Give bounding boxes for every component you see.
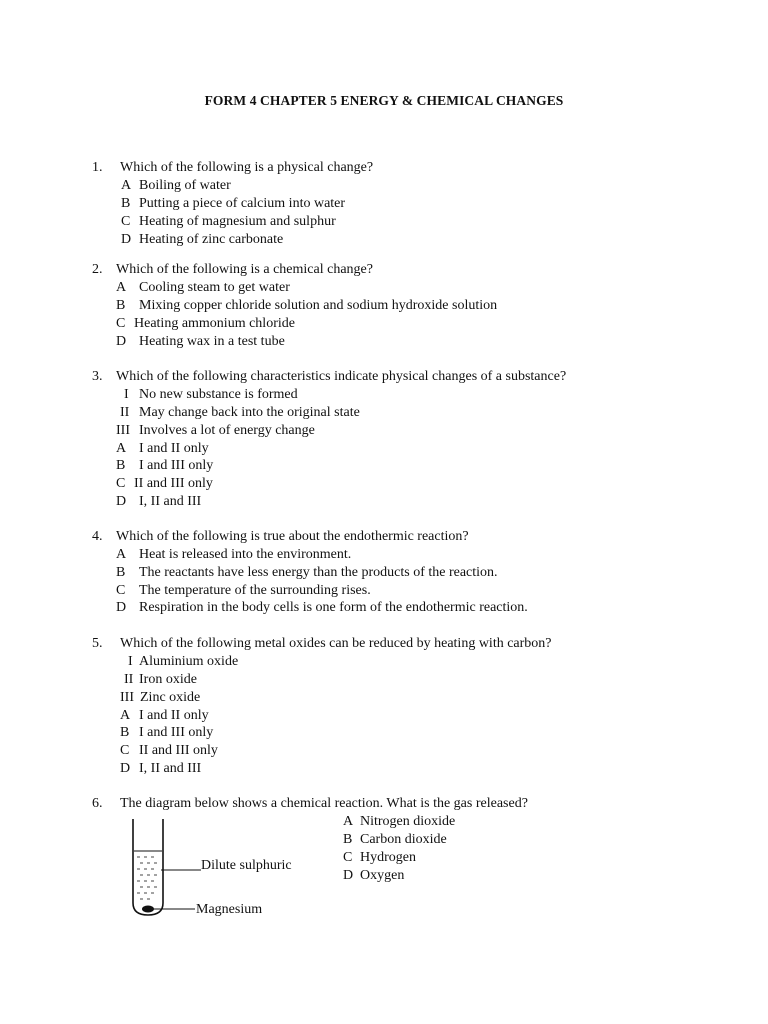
- option-text: Nitrogen dioxide: [360, 814, 456, 829]
- statement-label: III: [120, 690, 134, 705]
- statement-label: II: [120, 405, 130, 420]
- option-text: I and II only: [139, 441, 209, 456]
- acid-label: Dilute sulphuric: [201, 858, 292, 873]
- option-label: C: [116, 583, 126, 598]
- option-text: I and III only: [139, 458, 214, 473]
- statement-text: Aluminium oxide: [139, 654, 239, 669]
- option-text: Cooling steam to get water: [139, 280, 290, 295]
- option-label: C: [116, 316, 126, 331]
- statement-label: I: [128, 654, 133, 669]
- question-stem: Which of the following is a physical change?: [120, 160, 374, 175]
- test-tube-outline: [133, 819, 163, 915]
- statement-label: I: [124, 387, 129, 402]
- statement-label: III: [116, 423, 130, 438]
- option-text: I, II and III: [139, 494, 202, 509]
- option-label: A: [116, 441, 127, 456]
- option-label: A: [120, 708, 131, 723]
- question-number: 3.: [92, 369, 103, 384]
- liquid-dashes: [137, 857, 157, 899]
- option-label: B: [116, 298, 126, 313]
- question-number: 5.: [92, 636, 103, 651]
- question-number: 2.: [92, 262, 103, 277]
- option-text: Boiling of water: [139, 178, 231, 193]
- option-text: Heat is released into the environment.: [139, 547, 352, 562]
- question-stem: Which of the following metal oxides can be reduced by heating with carbon?: [120, 636, 552, 651]
- option-text: Heating of zinc carbonate: [139, 232, 284, 247]
- option-label: B: [116, 458, 126, 473]
- option-label: A: [343, 814, 354, 829]
- question-stem: Which of the following is a chemical change?: [116, 262, 373, 277]
- option-text: Oxygen: [360, 868, 405, 883]
- option-label: D: [116, 600, 127, 615]
- statement-text: Iron oxide: [139, 672, 197, 687]
- option-text: I and III only: [139, 725, 214, 740]
- option-label: B: [343, 832, 353, 847]
- option-label: D: [343, 868, 354, 883]
- question-number: 6.: [92, 796, 103, 811]
- option-text: The reactants have less energy than the products of the reaction.: [139, 565, 498, 580]
- option-label: A: [116, 280, 127, 295]
- option-text: II and III only: [139, 743, 218, 758]
- option-label: B: [120, 725, 130, 740]
- option-text: Heating wax in a test tube: [139, 334, 285, 349]
- question-stem: Which of the following characteristics indicate physical changes of a substance?: [116, 369, 567, 384]
- option-label: A: [116, 547, 127, 562]
- option-label: A: [121, 178, 132, 193]
- option-label: D: [116, 334, 127, 349]
- page-title: FORM 4 CHAPTER 5 ENERGY & CHEMICAL CHANGES: [204, 93, 564, 108]
- option-text: I, II and III: [139, 761, 202, 776]
- option-label: D: [120, 761, 131, 776]
- option-text: II and III only: [134, 476, 213, 491]
- option-text: Heating of magnesium and sulphur: [139, 214, 336, 229]
- option-text: Respiration in the body cells is one form of the endothermic reaction.: [139, 600, 528, 615]
- option-label: B: [116, 565, 126, 580]
- question-stem: The diagram below shows a chemical reaction. What is the gas released?: [120, 796, 528, 811]
- option-text: I and II only: [139, 708, 209, 723]
- question-number: 1.: [92, 160, 103, 175]
- magnesium-piece: [142, 906, 154, 913]
- option-text: Hydrogen: [360, 850, 416, 865]
- statement-text: Zinc oxide: [140, 690, 201, 705]
- option-label: C: [121, 214, 131, 229]
- question-number: 4.: [92, 529, 103, 544]
- option-label: C: [116, 476, 126, 491]
- statement-label: II: [124, 672, 134, 687]
- option-label: D: [121, 232, 132, 247]
- option-label: D: [116, 494, 127, 509]
- statement-text: Involves a lot of energy change: [139, 423, 315, 438]
- magnesium-label: Magnesium: [196, 902, 263, 917]
- option-label: C: [120, 743, 130, 758]
- option-label: B: [121, 196, 131, 211]
- option-label: C: [343, 850, 353, 865]
- statement-text: No new substance is formed: [139, 387, 298, 402]
- option-text: The temperature of the surrounding rises.: [139, 583, 371, 598]
- option-text: Mixing copper chloride solution and sodium hydroxide solution: [139, 298, 498, 313]
- option-text: Heating ammonium chloride: [134, 316, 295, 331]
- test-tube-diagram: [125, 815, 205, 925]
- statement-text: May change back into the original state: [139, 405, 360, 420]
- option-text: Carbon dioxide: [360, 832, 447, 847]
- option-text: Putting a piece of calcium into water: [139, 196, 346, 211]
- question-stem: Which of the following is true about the endothermic reaction?: [116, 529, 469, 544]
